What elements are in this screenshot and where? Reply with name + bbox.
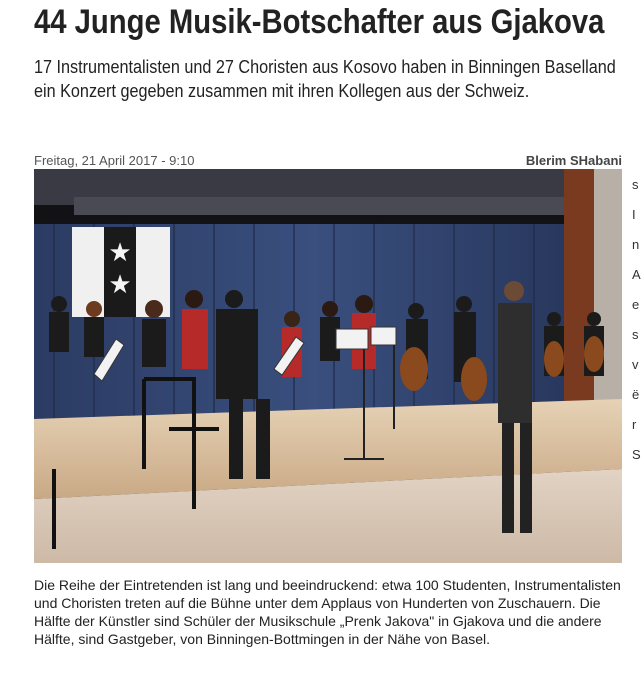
sidebar-edge-text (632, 170, 643, 470)
edge-char: s (632, 177, 639, 192)
edge-char: r (632, 417, 637, 432)
article-body: Die Reihe der Eintretenden ist lang und beeindruckend: etwa 100 Studenten, Instrumentalisten und Choristen treten auf die Bühne unter dem Applaus von Hunderten von Zuschauern. Die Hälfte der Künstler sind Schüler der Musikschule „Prenk Jakova" in Gjakova und die andere Hälfte, sind Gastgeber, von Binningen-Bottmingen in der Nähe von Basel. (34, 577, 621, 647)
article-meta (34, 150, 622, 170)
article-title: 44 Junge Musik-Botschafter aus Gjakova (34, 3, 605, 41)
edge-char: n (632, 237, 640, 252)
article-author: Blerim SHabani (525, 152, 622, 168)
edge-char: S (632, 447, 641, 462)
svg-text:★: ★ (108, 270, 132, 300)
edge-char: ë (632, 387, 640, 402)
article (34, 0, 622, 647)
edge-char: I (632, 207, 636, 222)
article-photo (34, 169, 622, 563)
svg-text:★: ★ (108, 238, 132, 268)
edge-char: e (632, 297, 640, 312)
article-date: Freitag, 21 April 2017 - 9:10 (34, 152, 195, 168)
edge-char: s (632, 327, 639, 342)
edge-char: v (632, 357, 639, 372)
article-lead: 17 Instrumentalisten und 27 Choristen aus Kosovo haben in Binningen Baselland ein Konzert gegeben zusammen mit ihren Kollegen aus der Schweiz. (34, 57, 616, 101)
concert-photo-illustration (34, 169, 622, 563)
edge-char: A (632, 267, 641, 282)
